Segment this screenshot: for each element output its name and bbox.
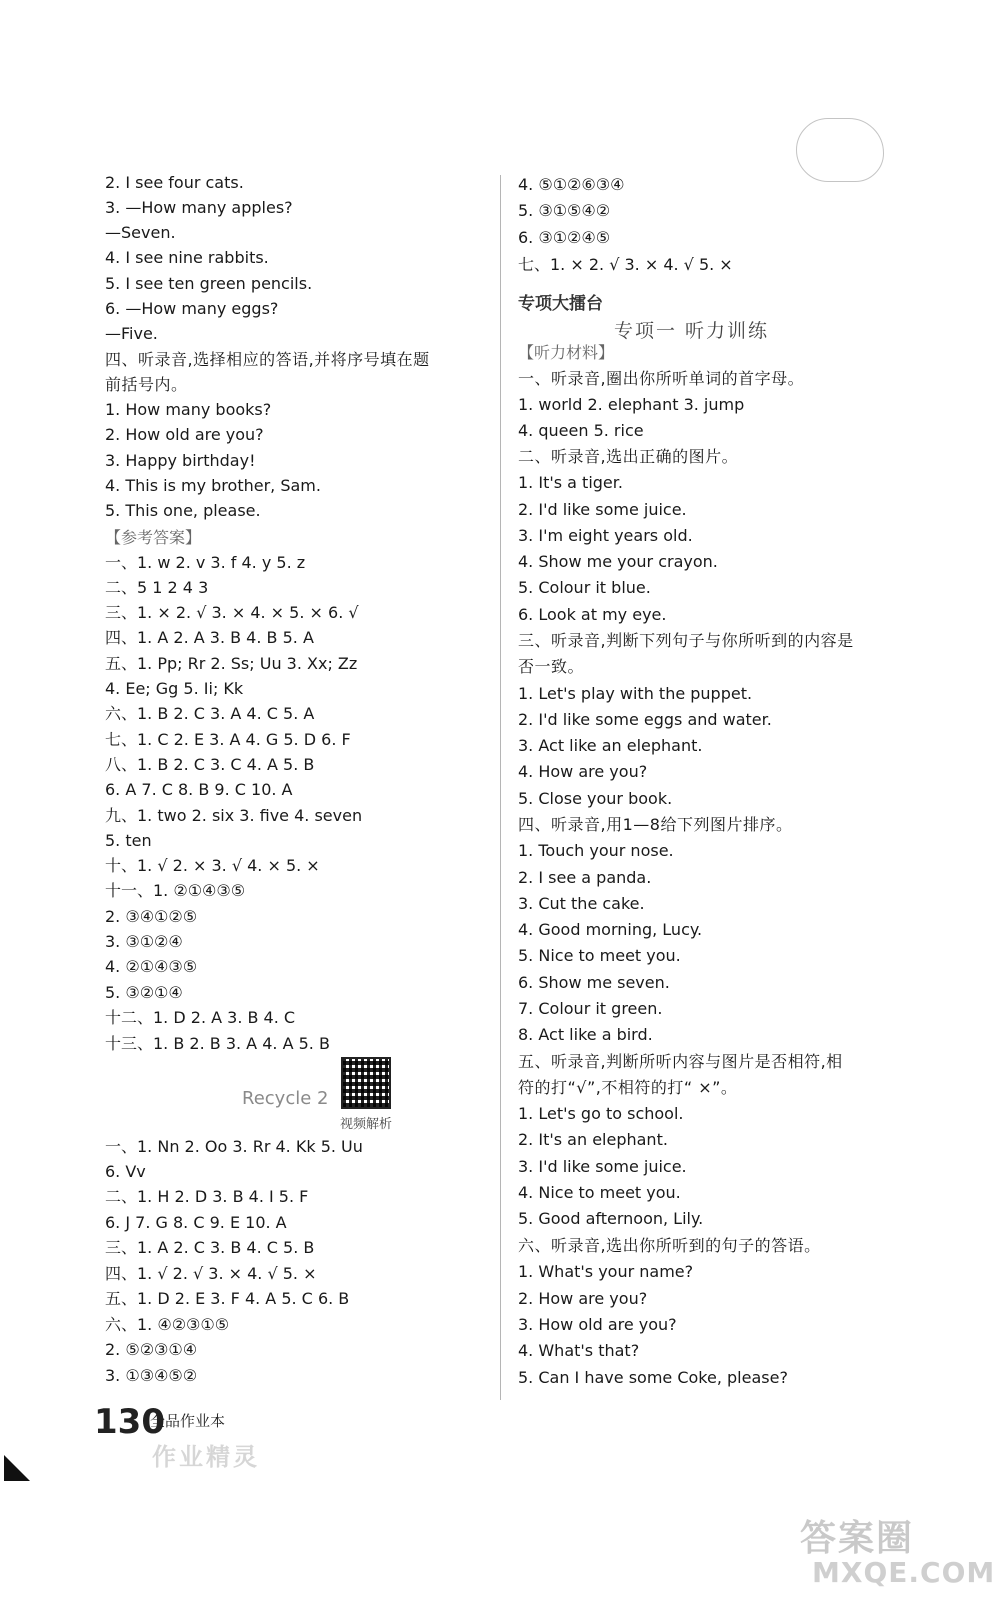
text-line: 2. I'd like some juice. <box>518 500 687 519</box>
text-line: 8. Act like a bird. <box>518 1025 653 1044</box>
answer-line: 七、1. × 2. √ 3. × 4. √ 5. × <box>518 255 733 274</box>
text-line: 5. Good afternoon, Lily. <box>518 1209 704 1228</box>
text-line: 5. Can I have some Coke, please? <box>518 1368 788 1387</box>
answer-line: 二、1. H 2. D 3. B 4. I 5. F <box>105 1187 309 1206</box>
answer-line: 4. Ee; Gg 5. Ii; Kk <box>105 679 244 698</box>
text-line: 4. This is my brother, Sam. <box>105 476 321 495</box>
section-heading: 四、听录音,用1—8给下列图片排序。 <box>518 815 793 834</box>
qr-label: 视频解析 <box>340 1117 393 1132</box>
text-line: 1. How many books? <box>105 400 272 419</box>
text-line: 3. Happy birthday! <box>105 451 256 470</box>
text-line: 3. I'd like some juice. <box>518 1157 687 1176</box>
answer-line: 3. ③①②④ <box>105 932 183 951</box>
text-line: 1. What's your name? <box>518 1262 694 1281</box>
section-heading: 符的打“√”,不相符的打“ ×”。 <box>518 1078 738 1097</box>
text-line: 1. world 2. elephant 3. jump <box>518 395 745 414</box>
special-subheading: 专项一 听力训练 <box>614 320 770 342</box>
text-line: 5. Colour it blue. <box>518 578 651 597</box>
text-line: 2. I'd like some eggs and water. <box>518 710 772 729</box>
answer-line: 一、1. Nn 2. Oo 3. Rr 4. Kk 5. Uu <box>105 1137 363 1156</box>
answer-line: 一、1. w 2. v 3. f 4. y 5. z <box>105 553 306 572</box>
recycle-title: Recycle 2 <box>242 1088 329 1109</box>
section-heading: 三、听录音,判断下列句子与你所听到的内容是 <box>518 631 854 650</box>
answer-line: 四、1. √ 2. √ 3. × 4. √ 5. × <box>105 1264 317 1283</box>
column-divider <box>500 175 501 1400</box>
watermark-url: MXQE.COM <box>812 1556 996 1589</box>
text-line: 6. —How many eggs? <box>105 299 279 318</box>
text-line: 1. Let's play with the puppet. <box>518 684 753 703</box>
answer-line: 十、1. √ 2. × 3. √ 4. × 5. × <box>105 856 320 875</box>
text-line: 5. I see ten green pencils. <box>105 274 313 293</box>
section-heading: 否一致。 <box>518 657 585 676</box>
answer-line: 6. Vv <box>105 1162 146 1181</box>
answer-line: 6. J 7. G 8. C 9. E 10. A <box>105 1213 287 1232</box>
text-line: 1. Let's go to school. <box>518 1104 684 1123</box>
section-heading: 一、听录音,圈出你所听单词的首字母。 <box>518 369 805 388</box>
section-heading: 二、听录音,选出正确的图片。 <box>518 447 739 466</box>
answer-line: 十一、1. ②①④③⑤ <box>105 881 246 900</box>
special-heading: 专项大擂台 <box>518 294 603 314</box>
answer-line: 6. A 7. C 8. B 9. C 10. A <box>105 780 293 799</box>
answer-line: 五、1. Pp; Rr 2. Ss; Uu 3. Xx; Zz <box>105 654 358 673</box>
text-line: 4. How are you? <box>518 762 648 781</box>
text-line: 3. How old are you? <box>518 1315 677 1334</box>
answer-key-label: 【参考答案】 <box>105 528 202 547</box>
answer-line: 十二、1. D 2. A 3. B 4. C <box>105 1008 296 1027</box>
section-heading: 六、听录音,选出你所听到的句子的答语。 <box>518 1236 821 1255</box>
text-line: 6. Show me seven. <box>518 973 670 992</box>
answer-line: 三、1. A 2. C 3. B 4. C 5. B <box>105 1238 315 1257</box>
answer-line: 3. ①③④⑤② <box>105 1366 198 1385</box>
watermark-logo: 答案圈 <box>800 1518 915 1559</box>
answer-line: 5. ten <box>105 831 152 850</box>
text-line: 4. I see nine rabbits. <box>105 248 269 267</box>
corner-stamp <box>796 118 884 182</box>
text-line: 2. How are you? <box>518 1289 648 1308</box>
faint-watermark-text: 作业精灵 <box>152 1443 260 1471</box>
text-line: 3. I'm eight years old. <box>518 526 693 545</box>
text-line: 5. Close your book. <box>518 789 673 808</box>
section-heading: 五、听录音,判断所听内容与图片是否相符,相 <box>518 1052 843 1071</box>
text-line: 4. Good morning, Lucy. <box>518 920 703 939</box>
text-line: 1. It's a tiger. <box>518 473 623 492</box>
text-line: 5. This one, please. <box>105 501 261 520</box>
answer-line: 三、1. × 2. √ 3. × 4. × 5. × 6. √ <box>105 603 359 622</box>
corner-mark-icon <box>4 1455 30 1481</box>
text-line: 6. Look at my eye. <box>518 605 667 624</box>
answer-line: 七、1. C 2. E 3. A 4. G 5. D 6. F <box>105 730 351 749</box>
text-line: 2. I see a panda. <box>518 868 652 887</box>
text-line: 2. I see four cats. <box>105 173 244 192</box>
text-line: 3. Cut the cake. <box>518 894 645 913</box>
text-line: —Five. <box>105 324 158 343</box>
answer-line: 5. ③②①④ <box>105 983 183 1002</box>
text-line: 2. It's an elephant. <box>518 1130 668 1149</box>
answer-line: 八、1. B 2. C 3. C 4. A 5. B <box>105 755 315 774</box>
answer-line: 五、1. D 2. E 3. F 4. A 5. C 6. B <box>105 1289 350 1308</box>
answer-line: 二、5 1 2 4 3 <box>105 578 209 597</box>
answer-line: 2. ⑤②③①④ <box>105 1340 198 1359</box>
text-line: 2. How old are you? <box>105 425 264 444</box>
answer-line: 九、1. two 2. six 3. five 4. seven <box>105 806 363 825</box>
text-line: 4. queen 5. rice <box>518 421 644 440</box>
section-heading: 前括号内。 <box>105 375 188 394</box>
text-line: 4. Show me your crayon. <box>518 552 718 571</box>
material-label: 【听力材料】 <box>518 343 615 362</box>
text-line: 3. —How many apples? <box>105 198 293 217</box>
answer-line: 十三、1. B 2. B 3. A 4. A 5. B <box>105 1034 330 1053</box>
answer-line: 4. ②①④③⑤ <box>105 957 198 976</box>
text-line: 4. What's that? <box>518 1341 640 1360</box>
answer-line: 六、1. ④②③①⑤ <box>105 1315 230 1334</box>
text-line: 1. Touch your nose. <box>518 841 674 860</box>
page-number: 130 <box>94 1402 165 1442</box>
text-line: 3. Act like an elephant. <box>518 736 703 755</box>
answer-line: 四、1. A 2. A 3. B 4. B 5. A <box>105 628 314 647</box>
answer-line: 4. ⑤①②⑥③④ <box>518 175 625 194</box>
qr-code-icon[interactable] <box>341 1057 391 1109</box>
answer-line: 5. ③①⑤④② <box>518 201 611 220</box>
answer-line: 六、1. B 2. C 3. A 4. C 5. A <box>105 704 315 723</box>
book-name: 全品作业本 <box>150 1412 226 1430</box>
text-line: 4. Nice to meet you. <box>518 1183 681 1202</box>
text-line: 7. Colour it green. <box>518 999 663 1018</box>
text-line: —Seven. <box>105 223 176 242</box>
text-line: 5. Nice to meet you. <box>518 946 681 965</box>
answer-line: 6. ③①②④⑤ <box>518 228 611 247</box>
section-heading: 四、听录音,选择相应的答语,并将序号填在题 <box>105 350 430 369</box>
answer-line: 2. ③④①②⑤ <box>105 907 198 926</box>
